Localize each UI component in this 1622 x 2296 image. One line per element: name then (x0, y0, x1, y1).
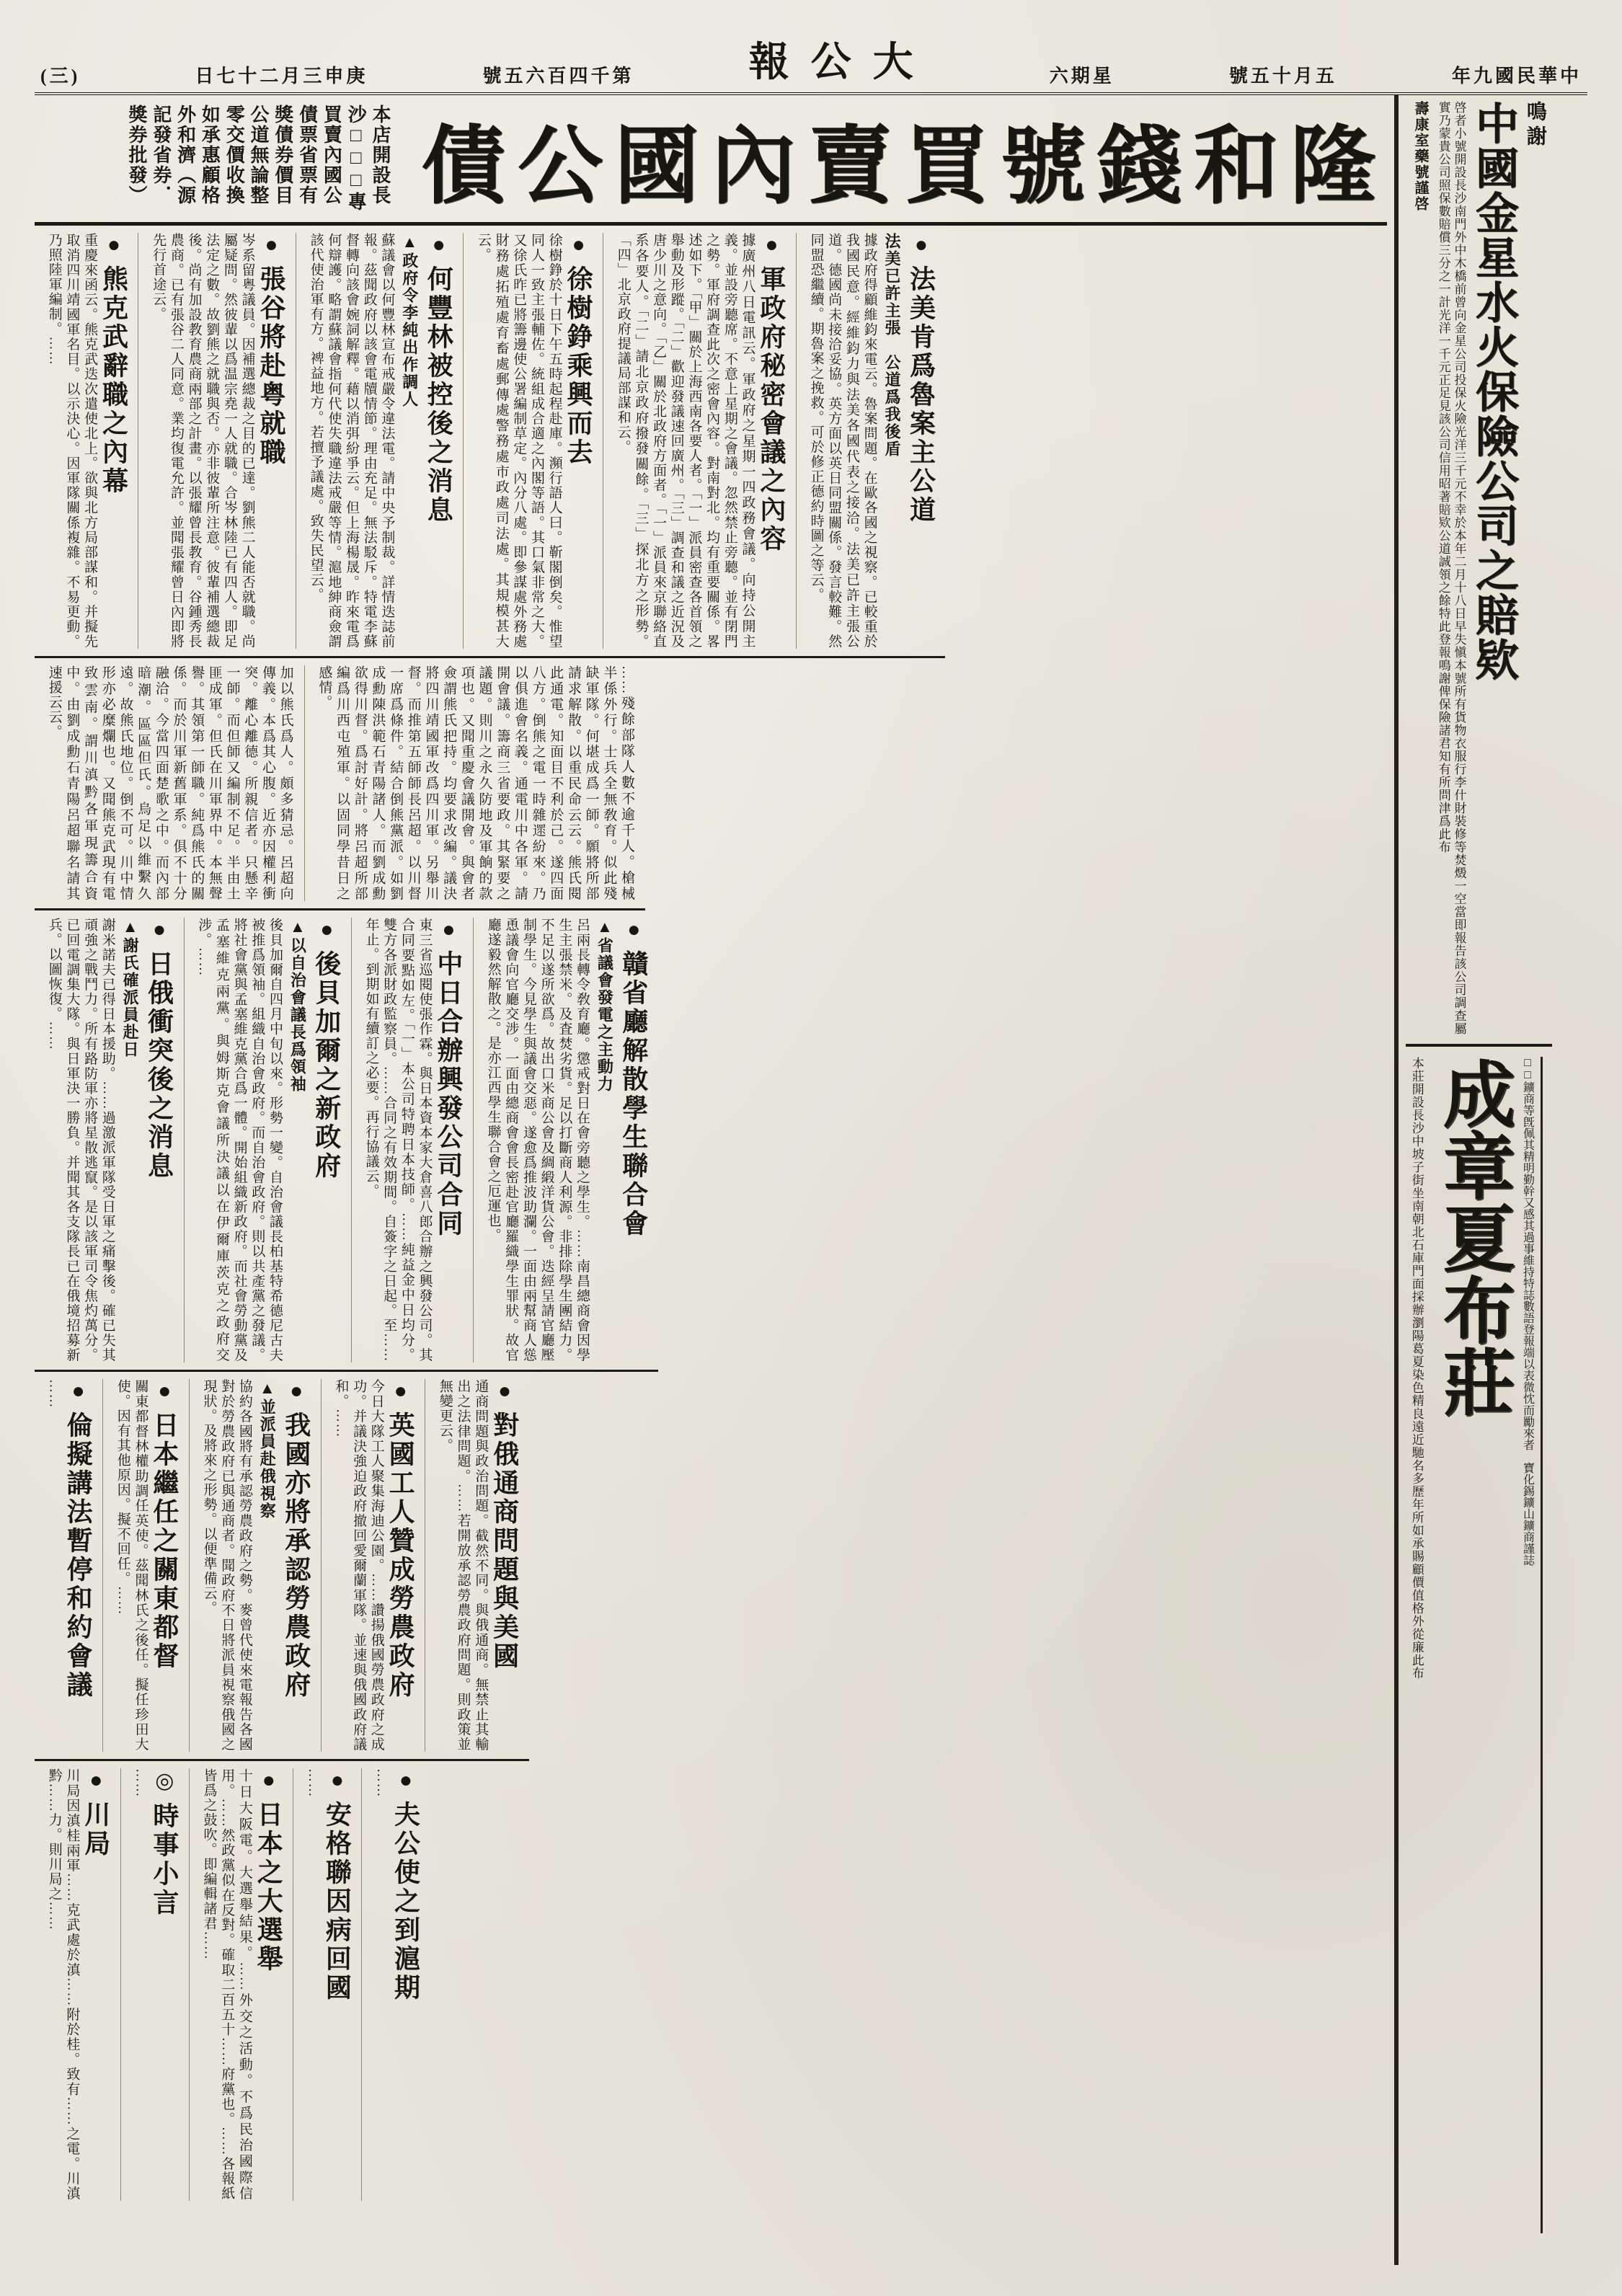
news-band-2 (35, 658, 645, 910)
article-body: 蘇議會以何豐林宣布戒嚴令違法電。請中央予制裁。詳情迭誌前報。茲聞政府以該會電牘情節。理由充足。無法駁斥。特電李蘇督轉向該會婉詞解釋。藉以消弭紛爭云。但上海楊晟。昨來電爲何辯護。略謂蘇議會指何代使失職違法戒嚴等情。滬地紳商僉謂該代使治軍有方。裨益地方。若擅予議處。致失民望云。 (308, 233, 395, 649)
article-headline: ● 法美肯爲魯案主公道 (905, 233, 935, 649)
article (321, 1379, 425, 1752)
column-body: …… (133, 1768, 149, 1798)
article (361, 1768, 430, 2201)
ganzhi-date: 庚申三月二十七日 (195, 66, 368, 87)
fabric-ad-testimonial: □□鑛商等旣佩其精明勤幹又感其過事維持特誌數語登報端以表微忱而勵來者 寶化錫鑛山鑛商謹誌 (1520, 1057, 1543, 2233)
article-continuation (35, 665, 304, 901)
main-column (35, 95, 1387, 2265)
article-body: ……殘餘部隊人數不逾千人。槍械半係外行。士兵全無敎育。似此殘缺軍隊。何堪成爲一師。願將所部請求解散。以重民命云云。熊氏閱此通電。知面目不利於己。遂四面八方。倒熊之電一時雜遝紛來。乃以俱進會名義。通電川中各軍。請開會議。籌商三省要政。其緊要之議題。則川之永久防地及軍餉的款項也。又聞重慶會議開會。與會者僉謂熊氏把持。均要求改編。議決將四川靖國軍改爲四川軍。另舉川督。而推第五師師長呂超。以川督一席爲條件。結合倒熊黨派。如劉成勳陳洪範石青陽諸人。而劉成勳欲得川督。爲討好計。將呂超所部編爲川西屯殖軍。以固同學昔日之感情。 (316, 665, 634, 901)
page-number: (三) (40, 66, 81, 87)
article-continuation (304, 665, 645, 901)
article-subhead: ▲以自治會議長爲領袖 (288, 918, 307, 1093)
article-body: 岑系留粤議員。因補選總裁之目的已達。劉熊二人能否就職。尚屬疑問。然彼輩以爲温宗堯一人就職。合岑林陸已有四人。即足法定之數。故劉熊之就職與否。亦非彼輩所注意。彼輩補選總裁後。尚有加設教育農商兩部之計畫。以張耀曾長教育。谷鍾秀長農商。已有張谷二人同意。業均復電允許。並聞張耀曾日內即將先行首途云。 (151, 233, 255, 649)
news-band-1 (35, 226, 945, 658)
article-headline: ● 軍政府秘密會議之內容 (756, 233, 786, 649)
article-body: 十日大阪電。大選舉結果。……外交之活動。不爲民治國際信用。……然政黨似在反對。確取二百五十……府黨也。……各報紙皆爲之鼓吹。即編輯諸君…… (201, 1768, 252, 2201)
banner-ad (35, 95, 1387, 226)
article (35, 233, 138, 649)
article-body: 後貝加爾自四月中旬以來。形勢一變。自治會議長柏基特希德尼古夫被推爲領袖。組織自治會政府。而自治會政府。則以共產黨之發議。將社會黨與孟塞維克黨合爲一體。開始組織新政府。而社會勞動黨及孟塞維克兩黨。與姆斯克會議所決議以在伊爾庫茨克之政府交涉。…… (196, 918, 283, 1362)
article (463, 233, 603, 649)
article-headline: ● 安格聯因病回國 (322, 1768, 351, 2201)
article (351, 918, 473, 1362)
article-headline: ● 張谷將赴粤就職 (256, 233, 285, 649)
article (102, 1379, 189, 1752)
banner-ad-side-text: 本店開設長沙□□□專買賣內國公債票省票有獎債券價目公道無論整零交價收換如承惠顧格外和濟（源記發省券．獎券批發） (126, 105, 391, 212)
news-band-5 (35, 1761, 430, 2208)
article-headline: ● 日本繼任之關東都督 (149, 1379, 178, 1752)
fabric-ad-body: 本莊開設長沙中坡子街坐南朝北石庫門面採辦瀏陽葛夏染色精良遠近馳名多歷年所如承賜顧價值格外從廉此布 (1409, 1057, 1424, 1680)
article-subhead: ▲政府令李純出作調人 (400, 233, 419, 408)
article (35, 1768, 120, 2201)
article (184, 918, 351, 1362)
article-headline: ● 後貝加爾之新政府 (311, 918, 340, 1362)
article-headline: ● 日俄衝突後之消息 (143, 918, 173, 1362)
insurance-ad-signature: 壽康室藥號謹啓 (1412, 101, 1428, 212)
article-headline: ● 川局 (80, 1768, 110, 2201)
article-body: 協約各國將有承認勞農政府之勢。麥曾代使來電報告各國對於勞農政府已與通商者。聞政府不日將派員視察俄國之現狀。及將來之形勢。以便準備云。 (201, 1379, 252, 1752)
article-headline: ● 徐樹錚乘興而去 (563, 233, 593, 649)
insurance-ad-greeting: 鳴謝 (1523, 101, 1546, 150)
article (425, 1379, 528, 1752)
article-body: 關東都督林權助調任英使。茲聞林氏之後任。擬任珍田大使。因有其他原因。擬不回任。…… (115, 1379, 149, 1752)
masthead (35, 19, 1587, 95)
article (796, 233, 946, 649)
article-headline: ● 倫擬講法暫停和約會議 (63, 1379, 92, 1752)
article-subhead: 法美已許主張 公道爲我後盾 (883, 233, 902, 458)
issue-number: 第千四百六五號 (482, 66, 634, 87)
issue-date: 五月十五號 (1228, 66, 1337, 87)
article-body: 通商問題與政治問題。截然不同。與俄通商。無禁止其輸出之法律問題。……若開放承認勞農政府問題。則政策並無變更云。 (437, 1379, 489, 1752)
article-subhead: ▲省議會發電之主動力 (595, 918, 614, 1093)
article-body: 加以熊氏爲人。頗多猜忌。呂超向傳義。本爲其心腹。近亦因權利衝突。離心離德。所親信者。只懸辛一師。而但師又編制不足。半由土匪成軍。但氏在川軍界中。本無聲譽。其領第一師職。純爲熊氏的關係。而於川軍新舊軍系。俱不十分融洽。今當四面楚歌之中。而內部暗潮。區區但氏。烏足以維繫久遠。故熊氏地位。倒不可。川中情形亦必糜爛也。又聞熊克武現有電致雲南。謂川滇黔各軍現籌合資中。由劉成勳石青陽呂超聯名請其速援云云。 (46, 665, 293, 901)
article-body: 今日大隊工人聚集海迪公園。……讚揚俄國勞農政府之成功。并議決強迫政府撤回愛爾蘭軍隊。並速與俄國政府議和。…… (333, 1379, 384, 1752)
article-body: 川局因滇桂兩軍……克武處於滇……附於桂。致有……之電。川滇黔……力。則川局之…… (46, 1768, 80, 2201)
article-headline: ● 夫公使之到滬期 (390, 1768, 420, 2201)
article-body: …… (374, 1768, 390, 1798)
article-headline: ● 英國工人贊成勞農政府 (385, 1379, 415, 1752)
article-body: …… (305, 1768, 321, 1798)
article-body: …… (46, 1379, 62, 1409)
article (189, 1379, 321, 1752)
article-body: 重慶來函云。熊克武迭次遣使北上。欲與北方局部謀和。并擬先取消四川靖國軍名目。以示決心。因軍隊關係複雜。不易更動。乃照陸軍編制。…… (46, 233, 98, 649)
year: 中華民國九年 (1451, 66, 1582, 87)
article-body: 東三省巡閱使張作霖。與日本資本家大倉喜八郎合辦之興發公司。其合同要點如左。「一」本公司特聘日本技師。……純益金中日均分。雙方各派財政監察員。……合同之有效期間。自簽字之日起。至……年止。到期如有續訂之必要。再行協議云。 (363, 918, 433, 1362)
article-headline: ● 日本之大選舉 (253, 1768, 283, 2201)
article-headline: ● 何豐林被控後之消息 (423, 233, 453, 649)
article-headline: ● 贛省廳解散學生聯合會 (618, 918, 647, 1362)
weekday: 星期六 (1049, 66, 1114, 87)
article (189, 1768, 293, 2201)
article (293, 1768, 361, 2201)
content-area (35, 95, 1587, 2265)
article-body: 謝米諾夫已得日本援助。……過激派軍隊受日軍之痛擊後。確已失其頑強之戰鬥力。所有路防軍亦將星散逃竄。是以該軍司令焦灼萬分。已回電調集大隊。與日軍決一勝負。并聞其各支隊長已在俄境招募新兵。以圖恢復。…… (46, 918, 115, 1362)
column-title: ◎ 時事小言 (149, 1768, 178, 2201)
insurance-ad (1406, 95, 1552, 1047)
article (138, 233, 296, 649)
news-band-4 (35, 1372, 529, 1761)
article (35, 1379, 102, 1752)
right-ad-rail (1394, 95, 1587, 2265)
article-body: 據廣州八日電訊云。軍政府之星期一四政務會議。向持公開主義。並設旁聽席。不意上星期之會議。忽然禁止旁聽。並有閉門之勢。軍府調查此次之密會內容。對南對北。均有重要關係。畧述如下。「甲」關於上海西南各要人者。「一」派員密查各首領之舉動及形蹤。「二」歡迎發議速回廣州。「三」調查和議之近況及唐少川之意向。「乙」關於北政府方面者。「一」派員來京聯絡直系各要人。「二」請北京政府撥發關餘。「三」探北方之形勢。「四」北京政府提議局部謀和云。 (615, 233, 755, 649)
article-subhead: ▲謝氏確派員赴日 (121, 918, 140, 1058)
article-headline: ● 中日合辦興發公司合同 (433, 918, 463, 1362)
article-body: 徐樹錚於十日下午五時起程赴庫。瀕行語人曰。靳閣倒矣。惟望同人一致主張輔佐。統組成合適之內閣等語。其口氣非常之大。又徐氏昨已將籌邊使公署編制草定。內分八處。即參謀處外務處財務處拓殖處育畜處郵傳處警務處市政處司法處。其規模甚大云。 (475, 233, 562, 649)
newspaper-title: 大公報 (748, 40, 935, 85)
article (35, 918, 184, 1362)
banner-ad-title: 隆和錢號買賣內國公債 (420, 120, 1387, 214)
article (296, 233, 463, 649)
insurance-ad-title: 中國金星水火保險公司之賠欵 (1469, 101, 1517, 682)
article-headline: ● 熊克武辭職之內幕 (98, 233, 128, 649)
article-headline: ● 對俄通商問題與美國 (489, 1379, 518, 1752)
article-subhead: ▲並派員赴俄視察 (258, 1379, 277, 1520)
article (603, 233, 796, 649)
article-body: 呂兩長轉令敎育廳。懲戒對日在會旁聽之學生。……南昌總商會因學生主張禁米。及査焚劣貨。足以打斷商人利源。非排除學生團結力。不足以遂所欲爲。故出口米商公會及綢緞洋貨公會。迭經呈請官廳壓制學生。今見學生與議會交惡。遂愈爲推波助瀾。一面由兩幫商人慫恿議會向官廳交涉。一面由總商會會長密赴官廳羅織學生罪狀。故官廳遂毅然解散之。是亦江西學生聯合會之厄運也。 (485, 918, 590, 1362)
column-box-shishixiaoyan (120, 1768, 189, 2201)
article (473, 918, 658, 1362)
fabric-shop-ad (1406, 1047, 1547, 2243)
fabric-ad-title: 成章夏布莊 (1432, 1057, 1512, 1417)
insurance-ad-body: 啓者小號開設長沙南門外中木橋前曾向金星公司投保火險光洋三千元不幸於本年二月十八日早失愼本號所有貨物衣服行李什財裝修等焚燬一空當即報告該公司調查屬實乃蒙貴公司照保數賠償三分之一計光洋一千元正足見該公司信用昭著賠欵公道誠領之餘特此登報鳴謝俾保險諸君知有所問津爲此布 (1436, 101, 1466, 1035)
article-body: 據政府得顧維鈞來電云。魯案問題。在歐各國之視察。已較重於我國民意。經維鈞力與法美各國代表之接洽。法美已許主張公道。德國尚未接洽妥協。英方面以英日同盟關係。發言較難。然同盟恐繼續。期魯案之挽救。可於修正德約時圖之等云。 (808, 233, 877, 649)
news-band-3 (35, 910, 658, 1372)
article-headline: ● 我國亦將承認勞農政府 (280, 1379, 310, 1752)
